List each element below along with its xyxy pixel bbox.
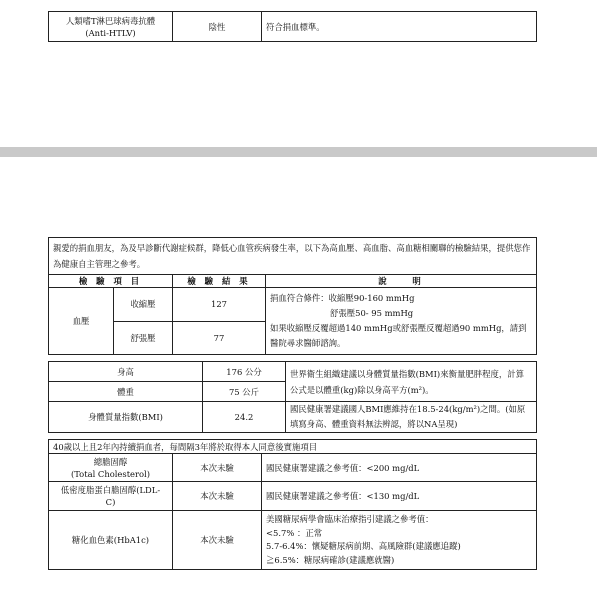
hba1c-note-line: 5.7-6.4%：懷疑糖尿病前期、高風險群(建議應追蹤) (266, 541, 461, 551)
table-row (49, 402, 537, 433)
chol-note: 國民健康署建議之參考值：<200 mg/dL (262, 454, 537, 482)
ldl-label-line2: C) (105, 497, 116, 507)
bp-table (48, 237, 537, 355)
lipid-header: 40歲以上且2年內持續捐血者，每間隔3年將於取得本人同意後實施項目 (49, 440, 537, 454)
bmi-value: 24.2 (203, 402, 286, 433)
weight-value: 75 公斤 (203, 382, 286, 402)
bp-note-line: 舒張壓50- 95 mmHg (330, 308, 414, 318)
htlv-table (48, 11, 537, 42)
document-page-1 (0, 0, 597, 147)
table-row (49, 454, 537, 482)
bmi-label: 身體質量指數(BMI) (49, 402, 203, 433)
header-result: 檢 驗 結 果 (173, 275, 266, 288)
bmi-note-1: 世界衛生組織建議以身體質量指數(BMI)來衡量肥胖程度，計算公式是以體重(kg)除以身高平方(m²)。 (286, 362, 537, 402)
result-cell: 陰性 (173, 12, 262, 42)
height-value: 176 公分 (203, 362, 286, 382)
item-name: 人類嗜T淋巴球病毒抗體 (65, 15, 156, 26)
bp-note (266, 288, 537, 355)
intro-text: 親愛的捐血朋友，為及早診斷代謝症候群，降低心血管疾病發生率，以下為高血壓、高血脂、高血糖相關聯的檢驗結果，提供您作為健康自主管理之參考。 (49, 238, 537, 275)
document-page-2 (0, 157, 597, 600)
height-label: 身高 (49, 362, 203, 382)
ldl-note: 國民健康署建議之參考值：<130 mg/dL (262, 482, 537, 511)
chol-label-zh: 總膽固醇 (93, 456, 128, 467)
diastolic-value: 77 (173, 321, 266, 355)
table-row (49, 12, 537, 42)
bp-note-line: 如果收縮壓反覆超過140 mmHg或舒張壓反覆超過90 mmHg，請到醫院尋求醫師諮詢。 (270, 323, 527, 348)
body-table (48, 361, 537, 433)
hba1c-label: 糖化血色素(HbA1c) (49, 511, 173, 570)
hba1c-note (262, 511, 537, 570)
table-row (49, 482, 537, 511)
hba1c-note-line: 美國糖尿病學會臨床治療指引建議之參考值： (266, 514, 434, 524)
ldl-label (49, 482, 173, 511)
note-cell: 符合捐血標準。 (262, 12, 537, 42)
table-row (49, 288, 537, 322)
bp-group-label: 血壓 (49, 288, 114, 355)
intro-row (49, 238, 537, 275)
hba1c-note-line: ≧6.5%：糖尿病確診(建議應就醫) (266, 554, 395, 565)
table-row (49, 362, 537, 382)
chol-value: 本次未驗 (173, 454, 262, 482)
systolic-value: 127 (173, 288, 266, 322)
header-item: 檢 驗 項 目 (49, 275, 173, 288)
header-row (49, 275, 537, 288)
chol-label-en: (Total Cholesterol) (70, 468, 151, 479)
table-row (49, 511, 537, 570)
bmi-note-2: 國民健康署建議國人BMI應維持在18.5-24(kg/m²)之間。(如原填寫身高、體重資料無法辨認，將以NA呈現) (286, 402, 537, 433)
systolic-label: 收縮壓 (114, 288, 173, 322)
chol-label (49, 454, 173, 482)
bp-note-line: 捐血符合條件：收縮壓90-160 mmHg (270, 293, 415, 303)
diastolic-label: 舒張壓 (114, 321, 173, 355)
ldl-value: 本次未驗 (173, 482, 262, 511)
ldl-label-line1: 低密度脂蛋白膽固醇(LDL- (60, 485, 161, 495)
hba1c-value: 本次未驗 (173, 511, 262, 570)
weight-label: 體重 (49, 382, 203, 402)
lipid-table (48, 439, 537, 570)
item-cell (49, 12, 173, 42)
header-note: 說 明 (266, 275, 537, 288)
hba1c-note-line: <5.7% ：正常 (266, 527, 323, 538)
item-name-en: (Anti-HTLV) (85, 27, 136, 38)
table-row (49, 440, 537, 454)
